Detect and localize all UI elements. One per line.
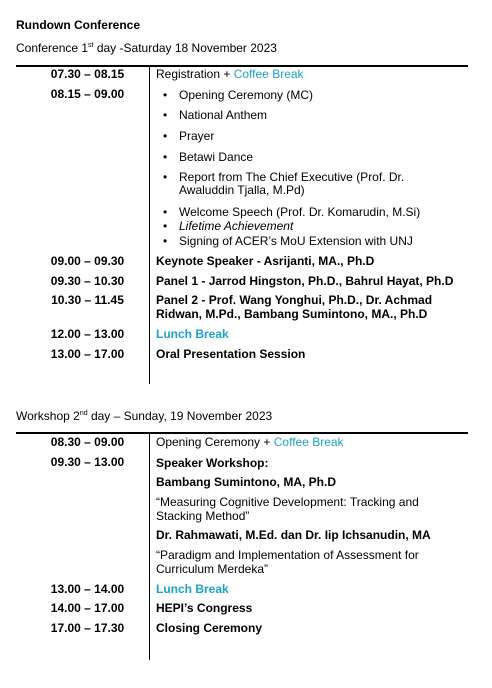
time-cell: 17.00 – 17.30 — [50, 621, 125, 635]
day1-heading: Conference 1st day -Saturday 18 November 2023 — [16, 41, 277, 55]
event-cell: Panel 2 - Prof. Wang Yonghui, Ph.D., Dr. Achmad — [156, 293, 433, 307]
time-cell: 07.30 – 08.15 — [50, 67, 125, 81]
speaker-name: Dr. Rahmawati, M.Ed. dan Dr. Iip Ichsanudin, MA — [156, 528, 431, 542]
time-cell: 13.00 – 17.00 — [50, 347, 125, 361]
session-title: Stacking Method” — [156, 509, 250, 523]
event-cell: Speaker Workshop: — [156, 456, 269, 470]
speaker-name: Bambang Sumintono, MA, Ph.D — [156, 475, 336, 489]
event-cell: Lunch Break — [156, 327, 229, 341]
event-cell: Ridwan, M.Pd., Bambang Sumintono, MA., Ph.D — [156, 307, 428, 321]
time-cell: 09.00 – 09.30 — [50, 254, 125, 268]
event-cell: Registration + Coffee Break — [156, 67, 304, 81]
day1-column-divider — [149, 66, 150, 384]
time-cell: 09.30 – 13.00 — [50, 455, 125, 469]
event-cell: Opening Ceremony + Coffee Break — [156, 435, 344, 449]
time-cell: 10.30 – 11.45 — [51, 293, 124, 307]
session-title: “Measuring Cognitive Development: Tracking and — [156, 495, 419, 509]
time-cell: 08.30 – 09.00 — [50, 435, 125, 449]
time-cell: 14.00 – 17.00 — [50, 601, 125, 615]
event-cell: Keynote Speaker - Asrijanti, MA., Ph.D — [156, 254, 375, 268]
event-cell: Panel 1 - Jarrod Hingston, Ph.D., Bahrul Hayat, Ph.D — [156, 274, 454, 288]
event-cell: HEPI’s Congress — [156, 601, 253, 615]
session-title: Curriculum Merdeka” — [156, 562, 269, 576]
event-cell: Closing Ceremony — [156, 621, 263, 635]
time-cell: 13.00 – 14.00 — [50, 582, 125, 596]
session-title: “Paradigm and Implementation of Assessment for — [156, 548, 419, 562]
time-cell: 09.30 – 10.30 — [50, 274, 125, 288]
time-cell: 08.15 – 09.00 — [50, 87, 125, 101]
event-cell: Oral Presentation Session — [156, 347, 306, 361]
day2-heading: Workshop 2nd day – Sunday, 19 November 2023 — [16, 409, 273, 423]
event-cell: Lunch Break — [156, 582, 229, 596]
time-cell: 12.00 – 13.00 — [50, 327, 125, 341]
day2-top-rule — [16, 432, 468, 434]
day2-column-divider — [149, 433, 150, 660]
document-title: Rundown Conference — [16, 18, 141, 32]
